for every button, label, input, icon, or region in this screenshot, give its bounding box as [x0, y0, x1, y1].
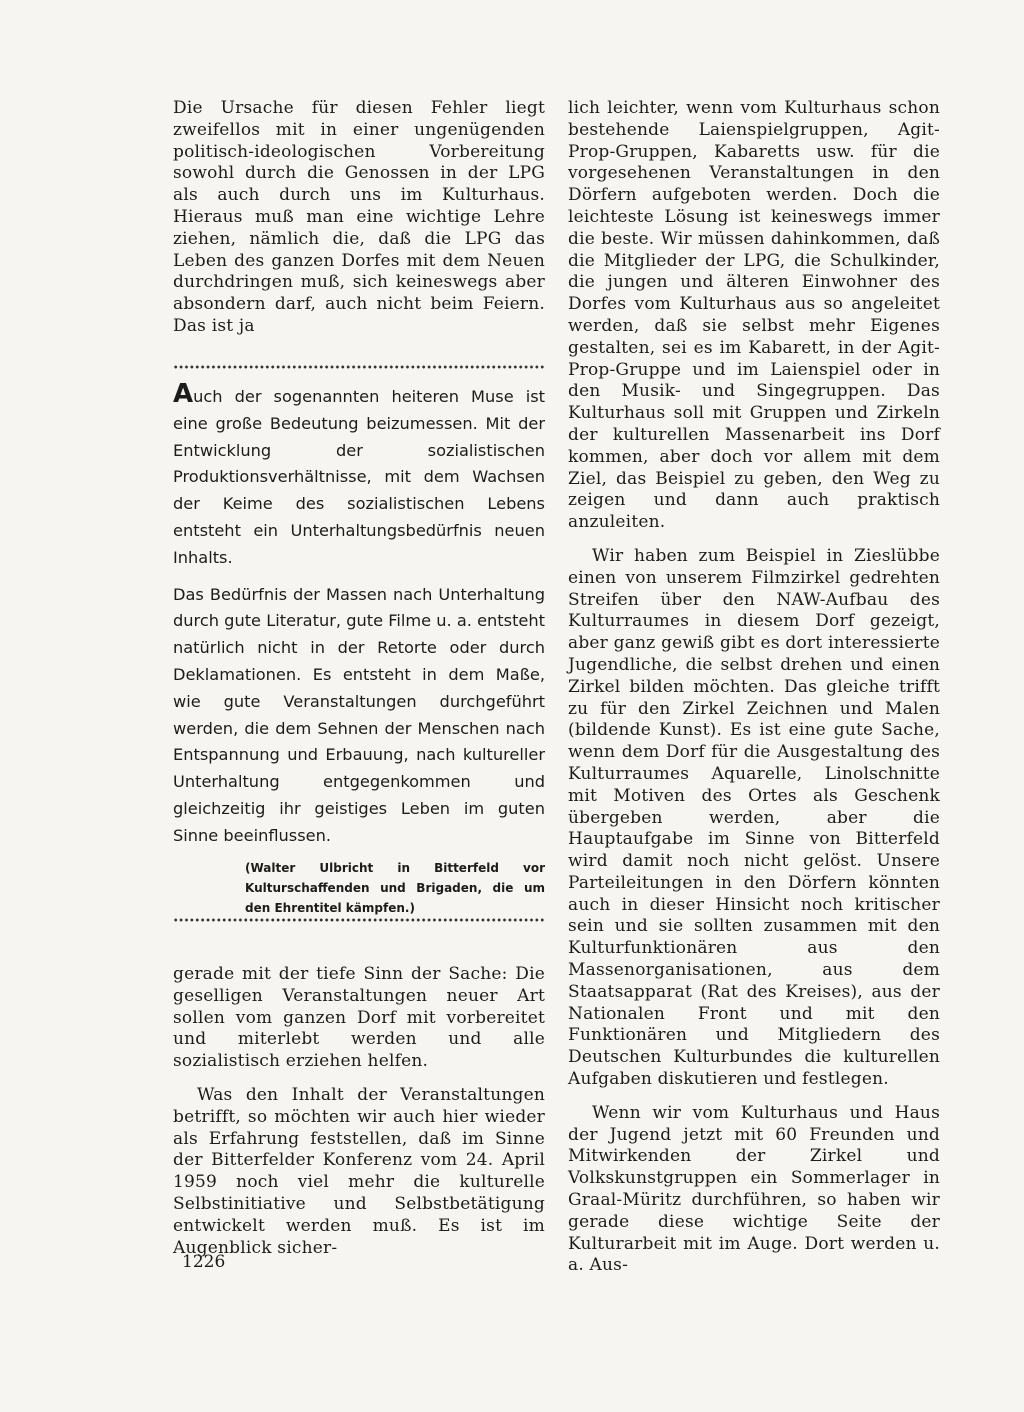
right-paragraph-3: Wenn wir vom Kulturhaus und Haus der Jugend jetzt mit 60 Freunden und Mitwirkenden der Zirkel und Volkskunstgruppen ein Sommerlager in Graal-Müritz durchführen, so haben wir gerade diese wichtige Seite der Kulturarbeit mit im Auge. Dort werden u. a. Aus- — [568, 1102, 940, 1276]
quote-paragraph-2: Das Bedürfnis der Massen nach Unterhaltung durch gute Literatur, gute Filme u. a. entsteht natürlich nicht in der Retorte oder durch Deklamationen. Es entsteht in dem Maße, wie gute Veranstaltungen durchgeführt werden, die dem Sehnen der Menschen nach Entspannung und Erbauung, nach kultureller Unterhaltung entgegenkommen und gleichzeitig ihr geistiges Leben im guten Sinne beeinflussen. — [173, 584, 545, 845]
dotted-divider-top — [173, 364, 545, 370]
left-column-top — [173, 98, 545, 338]
quote-paragraph-1-text: uch der sogenannten heiteren Muse ist eine große Bedeutung beizumessen. Mit der Entwicklung der sozialistischen Produktionsverhältnisse, mit dem Wachsen der Keime des sozialistischen Lebens entsteht ein Unterhaltungsbedürfnis neuen Inhalts. — [173, 387, 545, 567]
quote-paragraph-1 — [173, 379, 545, 572]
left-column-bottom — [173, 964, 545, 1259]
quote-attribution: (Walter Ulbricht in Bitterfeld vor Kulturschaffenden und Brigaden, die um den Ehrentitel kämpfen.) — [245, 860, 545, 915]
quote-box — [173, 379, 545, 918]
left-bottom-paragraph-2: Was den Inhalt der Veranstaltungen betrifft, so möchten wir auch hier wieder als Erfahrung feststellen, daß im Sinne der Bitterfelder Konferenz vom 24. April 1959 noch viel mehr die kulturelle Selbstinitiative und Selbstbetätigung entwickelt werden muß. Es ist im Augenblick sicher- — [173, 1084, 545, 1258]
left-top-paragraph: Die Ursache für diesen Fehler liegt zweifellos mit in einer ungenügenden politisch-ideologischen Vorbereitung sowohl durch die Genossen in der LPG als auch durch uns im Kulturhaus. Hieraus muß man eine wichtige Lehre ziehen, nämlich die, daß die LPG das Leben des ganzen Dorfes mit dem Neuen durchdringen muß, sich keineswegs aber absondern darf, auch nicht beim Feiern. Das ist ja — [173, 98, 545, 336]
drop-cap: A — [173, 379, 194, 409]
right-column — [568, 98, 940, 1277]
page-number: 1226 — [182, 1252, 226, 1272]
left-bottom-paragraph-1: gerade mit der tiefe Sinn der Sache: Die geselligen Veranstaltungen neuer Art sollen vom ganzen Dorf mit vorbereitet und miterlebt werden und alle sozialistisch erziehen helfen. — [173, 964, 545, 1072]
right-paragraph-2: Wir haben zum Beispiel in Zieslübbe einen von unserem Filmzirkel gedrehten Streifen über den NAW-Aufbau des Kulturraumes in diesem Dorf gezeigt, aber ganz gewiß gibt es dort interessierte Jugendliche, die selbst drehen und einen Zirkel bilden möchten. Das gleiche trifft zu für den Zirkel Zeichnen und Malen (bildende Kunst). Es ist eine gute Sache, wenn dem Dorf für die Ausgestaltung des Kulturraumes Aquarelle, Linolschnitte mit Motiven des Ortes als Geschenk übergeben werden, aber die Hauptaufgabe im Sinne von Bitterfeld wird damit noch nicht gelöst. Unsere Parteileitungen in den Dörfern könnten auch in dieser Hinsicht noch kritischer sein und sie sollten zusammen mit den Kulturfunktionären aus den Massenorganisationen, aus dem Staatsapparat (Rat des Kreises), aus der Nationalen Front und mit den Funktionären und Mitgliedern des Deutschen Kulturbundes die kulturellen Aufgaben diskutieren und festlegen. — [568, 545, 940, 1090]
dotted-divider-bottom — [173, 917, 545, 923]
right-paragraph-1: lich leichter, wenn vom Kulturhaus schon bestehende Laienspielgruppen, Agit-Prop-Gruppen, Kabaretts usw. für die vorgesehenen Veranstaltungen in den Dörfern aufgeboten werden. Doch die leichteste Lösung ist keineswegs immer die beste. Wir müssen dahinkommen, daß die Mitglieder der LPG, die Schulkinder, die jungen und älteren Einwohner des Dorfes vom Kulturhaus aus so angeleitet werden, daß sie selbst mehr Eigenes gestalten, sei es im Kabarett, in der Agit-Prop-Gruppe und im Laienspiel oder in den Musik- und Singegruppen. Das Kulturhaus soll mit Gruppen und Zirkeln der kulturellen Massenarbeit ins Dorf kommen, aber doch vor allem mit dem Ziel, das Beispiel zu geben, den Weg zu zeigen und dann auch praktisch anzuleiten. — [568, 98, 940, 533]
